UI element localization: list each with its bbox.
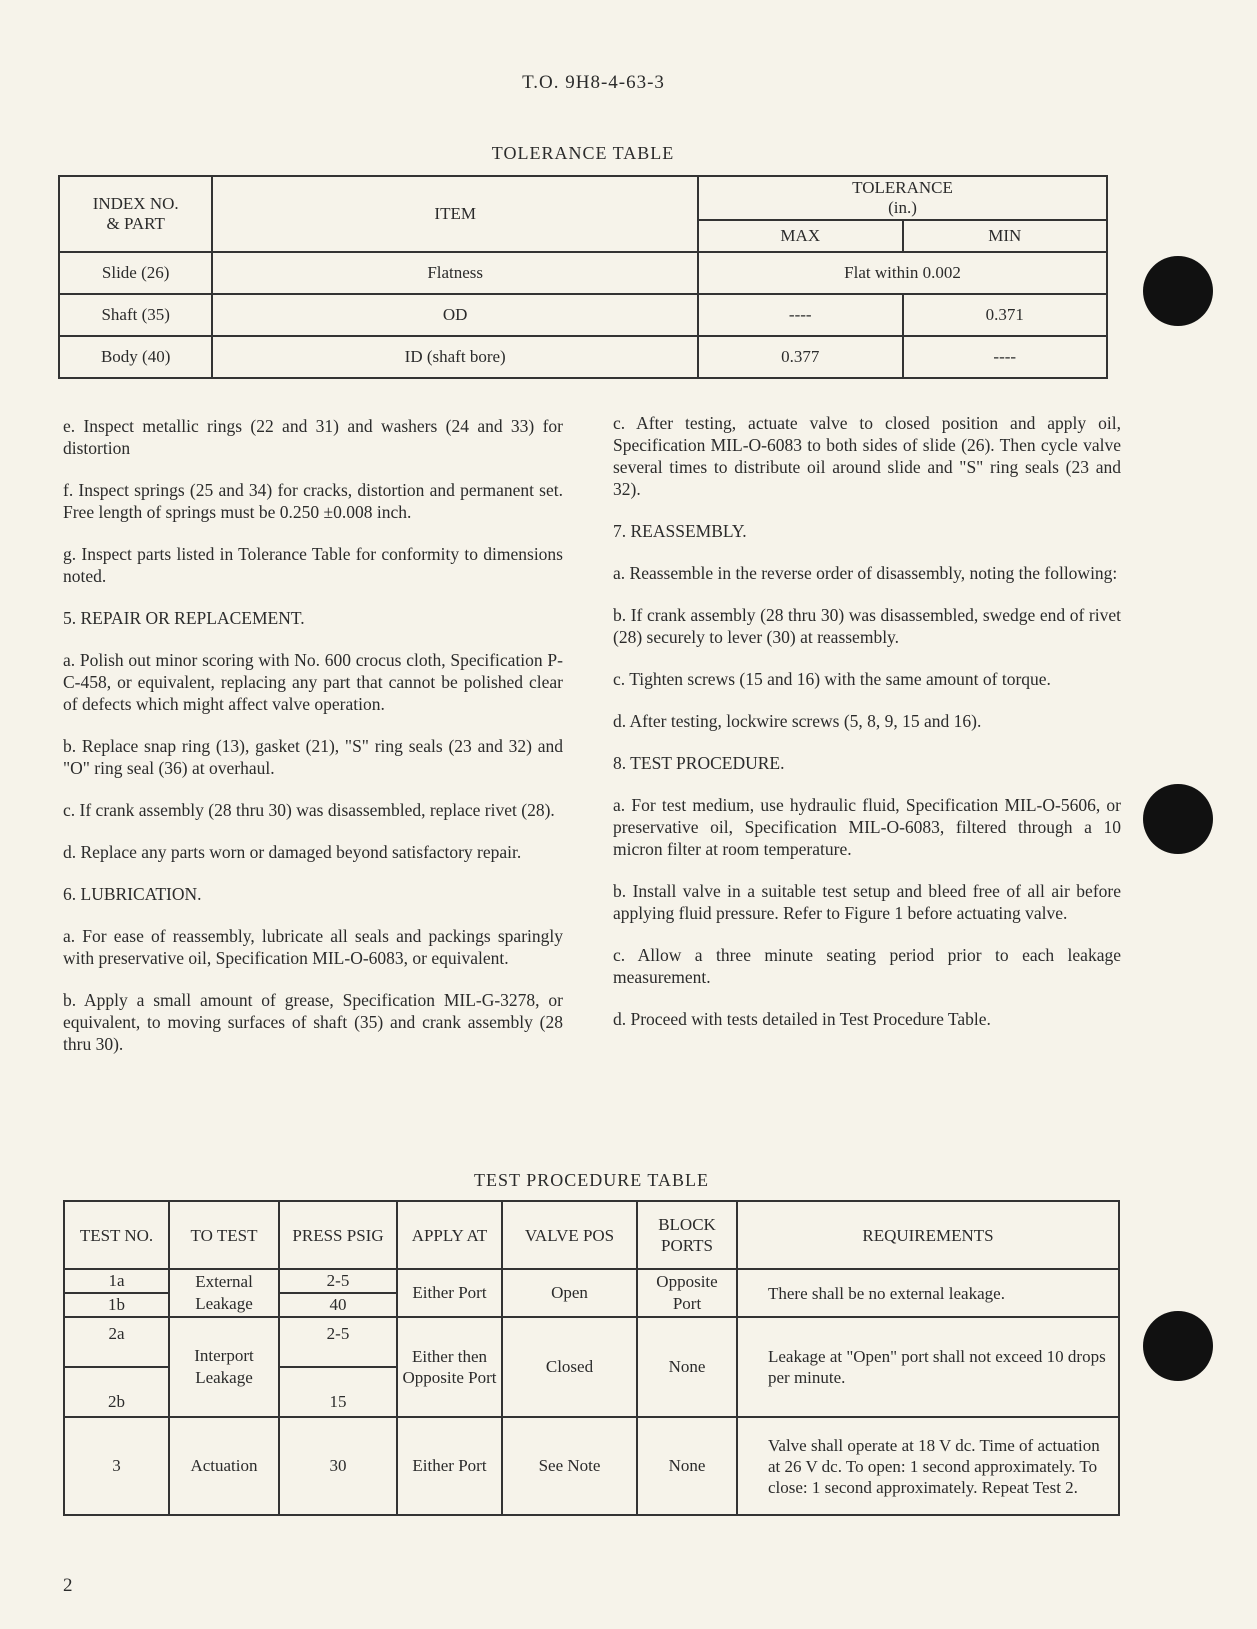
valve-pos-cell: Closed (502, 1317, 637, 1417)
left-column (63, 415, 563, 1075)
part-cell: Body (40) (59, 336, 212, 378)
right-column (613, 412, 1121, 1050)
paragraph: e. Inspect metallic rings (22 and 31) and washers (24 and 33) for distortion (63, 416, 563, 458)
paragraph: d. Replace any parts worn or damaged beyond satisfactory repair. (63, 842, 522, 862)
block-ports-cell: Opposite Port (637, 1269, 737, 1317)
paragraph: c. Tighten screws (15 and 16) with the same amount of torque. (613, 669, 1051, 689)
to-test-cell: Actuation (169, 1417, 279, 1515)
tolerance-cell: Flat within 0.002 (698, 252, 1107, 294)
header-to-test: TO TEST (169, 1201, 279, 1269)
block-ports-cell: None (637, 1317, 737, 1417)
press-cell: 40 (279, 1293, 397, 1317)
header-index: INDEX NO. & PART (59, 176, 212, 252)
header-press: PRESS PSIG (279, 1201, 397, 1269)
page-number: 2 (63, 1575, 73, 1596)
paragraph: c. Allow a three minute seating period prior to each leakage measurement. (613, 945, 1121, 987)
paragraph: b. If crank assembly (28 thru 30) was disassembled, swedge end of rivet (28) securely to lever (30) at reassembly. (613, 605, 1121, 647)
table-row (64, 1269, 1119, 1293)
test-procedure-table (63, 1200, 1120, 1516)
test-no-cell: 1a (64, 1269, 169, 1293)
paragraph: d. Proceed with tests detailed in Test Procedure Table. (613, 1009, 991, 1029)
header-min: MIN (903, 220, 1108, 252)
paragraph: c. After testing, actuate valve to closed position and apply oil, Specification MIL-O-6083 to both sides of slide (26). Then cycle valve several times to distribute oil around slide and "S" ring seals (23 and 32). (613, 413, 1121, 499)
press-cell: 2-5 (279, 1269, 397, 1293)
header-apply: APPLY AT (397, 1201, 502, 1269)
binder-hole-top (1143, 256, 1213, 326)
paragraph: b. Replace snap ring (13), gasket (21), "S" ring seals (23 and 32) and "O" ring seal (36) at overhaul. (63, 736, 563, 778)
apply-cell: Either Port (397, 1417, 502, 1515)
max-cell: ---- (698, 294, 902, 336)
paragraph: d. After testing, lockwire screws (5, 8, 9, 15 and 16). (613, 711, 982, 731)
to-test-cell: External Leakage (169, 1269, 279, 1317)
press-cell: 15 (279, 1367, 397, 1417)
apply-cell: Either Port (397, 1269, 502, 1317)
table-row (64, 1417, 1119, 1515)
paragraph: c. If crank assembly (28 thru 30) was disassembled, replace rivet (28). (63, 800, 555, 820)
paragraph: b. Install valve in a suitable test setup and bleed free of all air before applying fluid pressure. Refer to Figure 1 before actuating valve. (613, 881, 1121, 923)
apply-cell: Either then Opposite Port (397, 1317, 502, 1417)
header-item: ITEM (212, 176, 698, 252)
paragraph: a. Polish out minor scoring with No. 600 crocus cloth, Specification P-C-458, or equivalent, replacing any part that cannot be polished clear of defects which might affect valve operation. (63, 650, 563, 714)
binder-hole-bottom (1143, 1311, 1213, 1381)
test-no-cell: 2a (64, 1317, 169, 1367)
header-block-ports: BLOCK PORTS (637, 1201, 737, 1269)
paragraph: a. For ease of reassembly, lubricate all seals and packings sparingly with preservative oil, Specification MIL-O-6083, or equivalent. (63, 926, 563, 968)
item-cell: ID (shaft bore) (212, 336, 698, 378)
requirements-cell: Leakage at "Open" port shall not exceed 10 drops per minute. (737, 1317, 1119, 1417)
test-no-cell: 3 (64, 1417, 169, 1515)
paragraph: a. For test medium, use hydraulic fluid, Specification MIL-O-5606, or preservative oil, Specification MIL-O-6083, filtered through a 10 micron filter at room temperature. (613, 795, 1121, 859)
test-no-cell: 1b (64, 1293, 169, 1317)
valve-pos-cell: Open (502, 1269, 637, 1317)
to-test-cell: Interport Leakage (169, 1317, 279, 1417)
binder-hole-middle (1143, 784, 1213, 854)
valve-pos-cell: See Note (502, 1417, 637, 1515)
header-tolerance: TOLERANCE (in.) (698, 176, 1107, 220)
table-row (64, 1317, 1119, 1367)
min-cell: ---- (903, 336, 1108, 378)
paragraph: f. Inspect springs (25 and 34) for cracks, distortion and permanent set. Free length of springs must be 0.250 ±0.008 inch. (63, 480, 563, 522)
tolerance-table-caption: TOLERANCE TABLE (491, 143, 675, 163)
test-table-caption: TEST PROCEDURE TABLE (474, 1170, 709, 1190)
header-max: MAX (698, 220, 902, 252)
table-row (59, 252, 1107, 294)
tolerance-table (58, 175, 1108, 379)
min-cell: 0.371 (903, 294, 1108, 336)
header-test-no: TEST NO. (64, 1201, 169, 1269)
paragraph: a. Reassemble in the reverse order of disassembly, noting the following: (613, 563, 1118, 583)
section-heading: 5. REPAIR OR REPLACEMENT. (63, 608, 305, 628)
block-ports-cell: None (637, 1417, 737, 1515)
header-valve-pos: VALVE POS (502, 1201, 637, 1269)
press-cell: 30 (279, 1417, 397, 1515)
item-cell: Flatness (212, 252, 698, 294)
test-no-cell: 2b (64, 1367, 169, 1417)
paragraph: b. Apply a small amount of grease, Specification MIL-G-3278, or equivalent, to moving surfaces of shaft (35) and crank assembly (28 thru 30). (63, 990, 563, 1054)
table-row (59, 294, 1107, 336)
item-cell: OD (212, 294, 698, 336)
requirements-cell: Valve shall operate at 18 V dc. Time of actuation at 26 V dc. To open: 1 second approximately. To close: 1 second approximately. Repeat Test 2. (737, 1417, 1119, 1515)
max-cell: 0.377 (698, 336, 902, 378)
section-heading: 8. TEST PROCEDURE. (613, 753, 785, 773)
paragraph: g. Inspect parts listed in Tolerance Table for conformity to dimensions noted. (63, 544, 563, 586)
requirements-cell: There shall be no external leakage. (737, 1269, 1119, 1317)
table-row (59, 336, 1107, 378)
section-heading: 7. REASSEMBLY. (613, 521, 747, 541)
part-cell: Shaft (35) (59, 294, 212, 336)
document-header: T.O. 9H8-4-63-3 (522, 72, 665, 93)
part-cell: Slide (26) (59, 252, 212, 294)
section-heading: 6. LUBRICATION. (63, 884, 202, 904)
press-cell: 2-5 (279, 1317, 397, 1367)
header-requirements: REQUIREMENTS (737, 1201, 1119, 1269)
